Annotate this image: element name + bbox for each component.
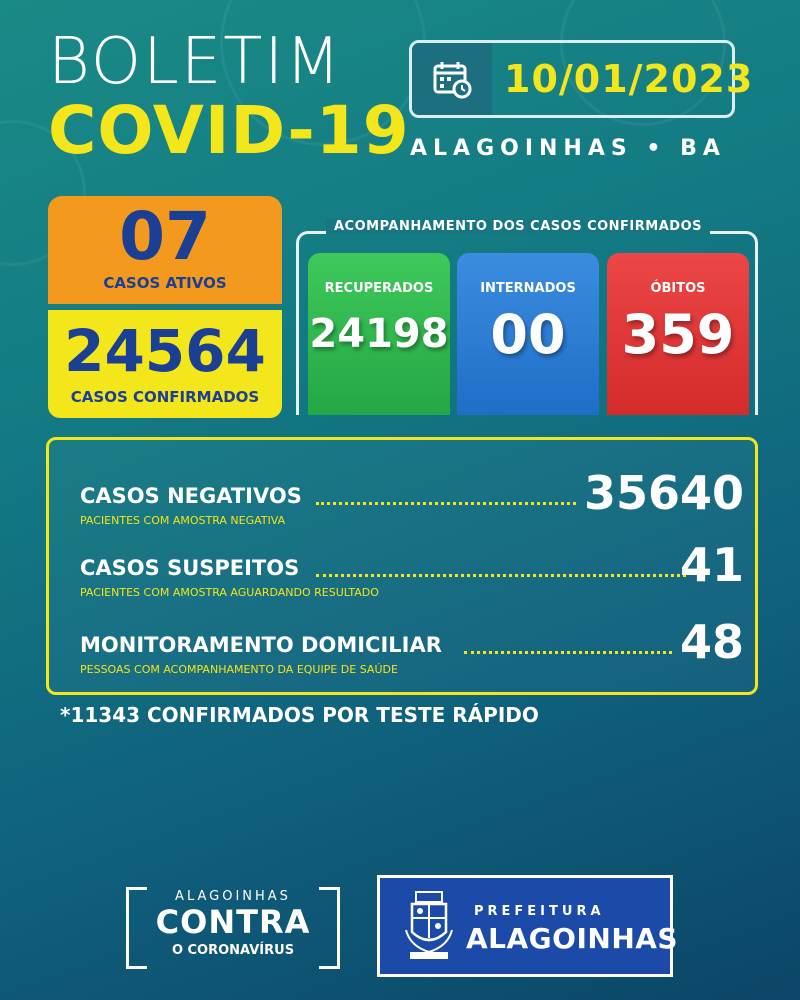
hospitalized-card bbox=[457, 253, 599, 415]
campaign-logo-line1: ALAGOINHAS bbox=[175, 889, 291, 904]
suspected-cases-value: 41 bbox=[679, 538, 744, 592]
deaths-card bbox=[607, 253, 749, 415]
dotted-leader bbox=[316, 574, 686, 577]
active-cases-value: 07 bbox=[119, 198, 211, 275]
suspected-cases-row bbox=[80, 538, 744, 612]
home-monitoring-value: 48 bbox=[679, 615, 744, 669]
calendar-clock-icon bbox=[412, 43, 492, 115]
home-monitoring-description: PESSOAS COM ACOMPANHAMENTO DA EQUIPE DE SAÚDE bbox=[80, 663, 398, 676]
hospitalized-value: 00 bbox=[490, 303, 566, 366]
campaign-logo bbox=[126, 887, 340, 965]
campaign-logo-line3: O CORONAVÍRUS bbox=[171, 943, 295, 958]
campaign-logo-line2: CONTRA bbox=[155, 903, 311, 941]
date-box bbox=[409, 40, 754, 118]
deaths-value: 359 bbox=[621, 303, 735, 366]
confirmed-cases-label: CASOS CONFIRMADOS bbox=[70, 388, 260, 406]
hospitalized-label: INTERNADOS bbox=[480, 281, 576, 296]
bulletin-date: 10/01/2023 bbox=[504, 57, 754, 101]
covid-title: COVID-19 bbox=[48, 92, 410, 169]
dotted-leader bbox=[464, 651, 672, 654]
negative-cases-value: 35640 bbox=[583, 466, 744, 520]
confirmed-cases-box bbox=[48, 310, 282, 418]
bulletin-title: BOLETIM bbox=[48, 25, 343, 99]
negative-cases-row bbox=[80, 466, 744, 540]
prefeitura-logo bbox=[377, 875, 679, 977]
rapid-test-footnote: *11343 CONFIRMADOS POR TESTE RÁPIDO bbox=[60, 703, 539, 727]
location-label: ALAGOINHAS • BA bbox=[410, 136, 726, 161]
home-monitoring-row bbox=[80, 615, 744, 689]
tracking-panel-title: ACOMPANHAMENTO DOS CASOS CONFIRMADOS bbox=[326, 219, 710, 234]
city-crest-icon bbox=[404, 890, 454, 962]
active-cases-box bbox=[48, 196, 282, 304]
suspected-cases-label: CASOS SUSPEITOS bbox=[80, 556, 300, 580]
recovered-label: RECUPERADOS bbox=[324, 281, 434, 296]
active-cases-label: CASOS ATIVOS bbox=[103, 274, 227, 292]
negative-cases-label: CASOS NEGATIVOS bbox=[80, 484, 302, 508]
recovered-value: 24198 bbox=[309, 311, 449, 357]
prefeitura-label: PREFEITURA bbox=[474, 904, 605, 919]
negative-cases-description: PACIENTES COM AMOSTRA NEGATIVA bbox=[80, 514, 286, 527]
recovered-card bbox=[308, 253, 450, 415]
confirmed-cases-value: 24564 bbox=[64, 317, 266, 385]
deaths-label: ÓBITOS bbox=[650, 281, 706, 296]
dotted-leader bbox=[316, 502, 576, 505]
prefeitura-city-name: ALAGOINHAS bbox=[466, 922, 679, 955]
suspected-cases-description: PACIENTES COM AMOSTRA AGUARDANDO RESULTADO bbox=[80, 586, 379, 599]
home-monitoring-label: MONITORAMENTO DOMICILIAR bbox=[80, 633, 442, 657]
